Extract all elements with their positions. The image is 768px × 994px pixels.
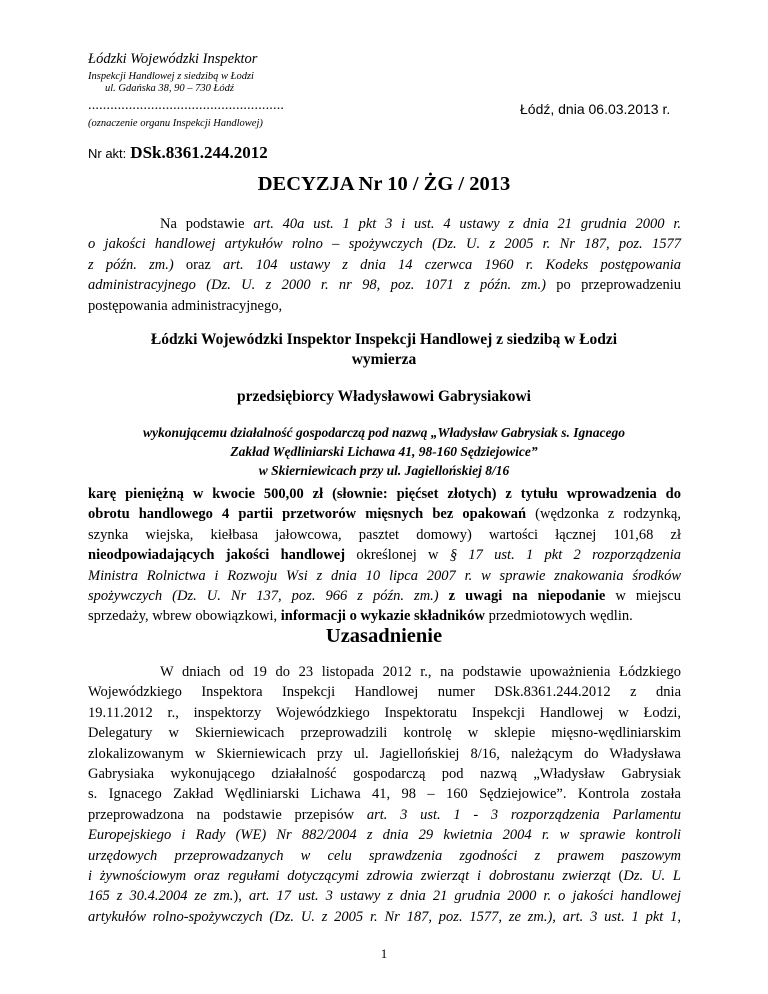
authority-line: Łódzki Wojewódzki Inspektor Inspekcji Handlowej z siedzibą w Łodzi bbox=[150, 331, 618, 348]
justification-heading: Uzasadnienie bbox=[325, 625, 443, 647]
authority-verb: wymierza bbox=[351, 351, 417, 368]
organ-signature-line: ..................................................... bbox=[88, 98, 285, 113]
case-number-value: DSk.8361.244.2012 bbox=[130, 143, 268, 162]
inspector-name: Łódzki Wojewódzki Inspektor bbox=[88, 51, 258, 67]
intro-paragraph: Na podstawie art. 40a ust. 1 pkt 3 i ust. 4 ustawy z dnia 21 grudnia 2000 r. o jakości handlowej artykułów rolno – spożywczych (Dz. U. z 2005 r. Nr 187, poz. 1577 z późn. zm.) oraz art. 104 ustawy z dnia 14 czerwca 1960 r. Kodeks postępowania administracyjnego (Dz. U. z 2000 r. nr 98, poz. 1071 z późn. zm.) po przeprowadzeniu postępowania administracyjnego, bbox=[88, 216, 682, 314]
justification-paragraph: W dniach od 19 do 23 listopada 2012 r., na podstawie upoważnienia Łódzkiego Wojewódzkiego Inspektora Inspekcji Handlowej numer DSk.8361.244.2012 z dnia 19.11.2012 r., inspektorzy Wojewódzkiego Inspektoratu Inspekcji Handlowej w Łodzi, Delegatury w Skierniewicach przeprowadzili kontrolę w sklepie mięsno-wędliniarskim zlokalizowanym w Skierniewicach przy ul. Jagiellońskiej 8/16, należącym do Władysława Gabrysiaka wykonującego działalność gospodarczą pod nazwą „Władysław Gabrysiak s. Ignacego Zakład Wędliniarski Lichawa 41, 98 – 160 Sędziejowice”. Kontrola została przeprowadzona na podstawie przepisów art. 3 ust. 1 - 3 rozporządzenia Parlamentu Europejskiego i Rady (WE) Nr 882/2004 z dnia 29 kwietnia 2004 r. w sprawie kontroli urzędowych przeprowadzanych w celu sprawdzenia zgodności z prawem paszowym i żywnościowym oraz regułami dotyczącymi zdrowia zwierząt i dobrostanu zwierząt (Dz. U. L 165 z 30.4.2004 ze zm.), art. 17 ust. 3 ustawy z dnia 21 grudnia 2000 r. o jakości handlowej artykułów rolno-spożywczych (Dz. U. z 2005 r. Nr 187, poz. 1577, ze zm.), art. 3 ust. 1 pkt 1, bbox=[88, 664, 681, 925]
inspector-address: ul. Gdańska 38, 90 – 730 Łódź bbox=[105, 83, 234, 94]
inspector-seat: Inspekcji Handlowej z siedzibą w Łodzi bbox=[88, 71, 254, 82]
business-line-3: w Skierniewicach przy ul. Jagiellońskiej 8/16 bbox=[258, 463, 510, 478]
case-number-label: Nr akt: bbox=[88, 146, 127, 161]
decision-title: DECYZJA Nr 10 / ŻG / 2013 bbox=[257, 173, 511, 195]
business-line-2: Zakład Wędliniarski Lichawa 41, 98-160 Sędziejowice” bbox=[230, 444, 538, 459]
case-number bbox=[88, 143, 268, 163]
penalty-paragraph: karę pieniężną w kwocie 500,00 zł (słownie: pięćset złotych) z tytułu wprowadzenia do obrotu handlowego 4 partii przetworów mięsnych bez opakowań (wędzonka z rodzynką, szynka wiejska, kiełbasa jałowcowa, pasztet domowy) wartości łącznej 101,68 zł nieodpowiadających jakości handlowej określonej w § 17 ust. 1 pkt 2 rozporządzenia Ministra Rolnictwa i Rozwoju Wsi z dnia 10 lipca 2007 r. w sprawie znakowania środków spożywczych (Dz. U. Nr 137, poz. 966 z późn. zm.) z uwagi na niepodanie w miejscu sprzedaży, wbrew obowiązkowi, informacji o wykazie składników przedmiotowych wędlin. bbox=[88, 486, 681, 625]
business-line-1: wykonującemu działalność gospodarczą pod nazwą „Władysław Gabrysiak s. Ignacego bbox=[143, 425, 625, 440]
recipient: przedsiębiorcy Władysławowi Gabrysiakowi bbox=[237, 388, 531, 405]
organ-note: (oznaczenie organu Inspekcji Handlowej) bbox=[88, 118, 263, 129]
place-date: Łódź, dnia 06.03.2013 r. bbox=[520, 101, 671, 117]
page-number: 1 bbox=[380, 946, 388, 961]
